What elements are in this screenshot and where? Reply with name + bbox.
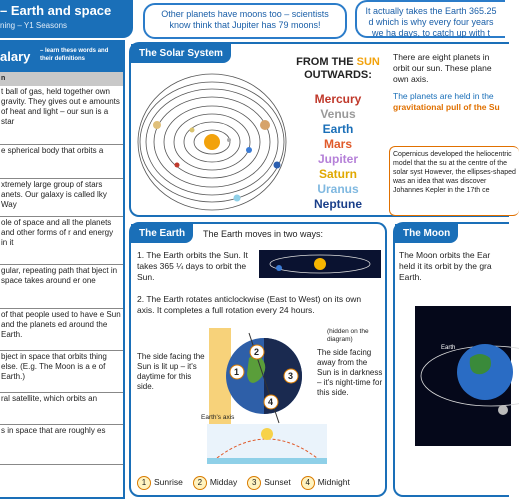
vocabulary-rows <box>0 86 123 465</box>
vocabulary-column-header: n <box>0 72 123 86</box>
planets-info-line-1: There are eight planets in <box>393 52 490 62</box>
legend-item <box>301 476 350 490</box>
heading-part-1: FROM THE <box>296 56 357 68</box>
earth-orbit-illustration <box>259 250 381 278</box>
point-2-text: The Earth rotates anticlockwise (East to West) on its own axis. It completes a full rotation every 24 hours. <box>137 294 362 315</box>
vocabulary-subtitle: – learn these words and their definitions <box>40 48 109 62</box>
moons-fact-text: Other planets have moons too – scientists know think that Jupiter has 79 moons! <box>161 9 329 30</box>
moon-diagram-earth-label: Earth <box>441 345 456 351</box>
sun-icon <box>261 428 273 440</box>
legend-number: 2 <box>193 476 207 490</box>
page-subtitle: ning – Y1 Seasons <box>0 21 68 30</box>
point-2-number: 2. <box>137 294 145 304</box>
vocabulary-row: xtremely large group of stars anets. Our galaxy is called lky Way <box>0 179 123 217</box>
planet-list <box>295 92 381 212</box>
axis-label: Earth's axis <box>201 414 235 421</box>
planet-name: Mars <box>323 137 352 151</box>
planets-info-line-3: own axis. <box>393 74 429 84</box>
page-title: – Earth and space <box>0 3 112 18</box>
vocabulary-row: gular, repeating path that bject in space takes around er one <box>0 265 123 309</box>
earth-title: The Earth <box>131 224 193 243</box>
nighttime-note: The side facing away from the Sun is in darkness – it's night-time for this side. <box>317 348 383 397</box>
earth-panel <box>129 222 387 497</box>
earth-intro: The Earth moves in two ways: <box>203 229 324 239</box>
vocabulary-row: e spherical body that orbits a <box>0 145 123 179</box>
leap-year-bubble <box>355 0 505 38</box>
solar-system-panel <box>129 42 516 217</box>
legend-label: Sunrise <box>154 477 183 487</box>
daytime-note: The side facing the Sun is lit up – it's daytime for this side. <box>137 352 205 391</box>
copernicus-box <box>389 146 519 216</box>
legend-label: Sunset <box>264 477 291 487</box>
planets-info-line-4: The planets are held in the <box>393 91 494 101</box>
legend-label: Midday <box>209 477 238 487</box>
earth-point-2 <box>137 294 377 316</box>
moon-panel <box>393 222 509 497</box>
leap-year-text: It actually takes the Earth 365.25 d which is why every four years we ha days, to catch up with t <box>365 6 497 38</box>
planet-name: Neptune <box>314 197 362 211</box>
vocabulary-row: ral satellite, which orbits an <box>0 393 123 425</box>
legend-label: Midnight <box>317 477 350 487</box>
sun-path-diagram <box>207 424 327 464</box>
earth-point-1 <box>137 250 255 283</box>
vocabulary-panel <box>0 40 125 499</box>
heading-sun-word: SUN <box>356 56 380 68</box>
diagram-label-2: 2 <box>254 347 260 357</box>
sun-icon <box>314 258 326 270</box>
hidden-note: (hidden on the diagram) <box>327 328 369 343</box>
moons-fact-bubble <box>143 3 347 39</box>
planet-name: Uranus <box>317 182 359 196</box>
vocabulary-row: ole of space and all the planets and other forms of r and energy in it <box>0 217 123 265</box>
planets-info-line-5: gravitational pull of the Su <box>393 102 500 112</box>
legend-item <box>137 476 183 490</box>
legend-item <box>247 476 290 490</box>
moon-text: The Moon orbits the Ear held it its orbit by the gra Earth. <box>399 250 492 282</box>
vocabulary-title: alary <box>0 49 31 64</box>
vocabulary-row: s in space that are roughly es <box>0 425 123 465</box>
earth-icon <box>276 265 282 271</box>
diagram-label-4: 4 <box>268 397 274 407</box>
vocabulary-row: bject in space that orbits thing else. (E.g. The Moon is a e of Earth.) <box>0 351 123 393</box>
planet-name: Mercury <box>314 92 362 106</box>
moon-orbit-image <box>415 306 511 446</box>
legend-item <box>193 476 237 490</box>
point-1-text: The Earth orbits the Sun. It takes 365 ¼ days to orbit the Sun. <box>137 250 248 282</box>
earth-rotation-diagram <box>209 328 309 428</box>
planet-order-heading <box>291 56 385 82</box>
planet-name: Saturn <box>318 167 357 181</box>
sun-icon <box>204 134 220 150</box>
moon-icon <box>498 405 508 415</box>
legend-number: 4 <box>301 476 315 490</box>
planets-info <box>393 52 513 113</box>
copernicus-text: Copernicus developed the heliocentric model that the su at the centre of the solar syst However, the ellipses-shaped was an idea that was discover Johannes Kepler in the 17th ce <box>393 151 516 194</box>
vocabulary-row: t ball of gas, held together own gravity. They gives out e amounts of heat and light – our sun is a star <box>0 86 123 145</box>
planets-info-line-2: orbit our sun. These plane <box>393 63 492 73</box>
point-1-number: 1. <box>137 250 145 260</box>
heading-part-2: OUTWARDS: <box>304 69 372 81</box>
legend-number: 1 <box>137 476 151 490</box>
diagram-label-1: 1 <box>234 367 240 377</box>
earth-legend <box>137 476 383 494</box>
vocabulary-row: of that people used to have e Sun and the planets ed around the Earth. <box>0 309 123 351</box>
moon-title: The Moon <box>395 224 458 243</box>
vocabulary-header <box>0 42 123 72</box>
planet-name: Venus <box>320 107 356 121</box>
solar-system-diagram <box>137 70 287 215</box>
diagram-label-3: 3 <box>288 371 294 381</box>
planet-name: Jupiter <box>317 152 358 166</box>
planet-name: Earth <box>322 122 354 136</box>
legend-number: 3 <box>247 476 261 490</box>
solar-system-title: The Solar System <box>131 44 231 63</box>
title-bar <box>0 0 133 38</box>
